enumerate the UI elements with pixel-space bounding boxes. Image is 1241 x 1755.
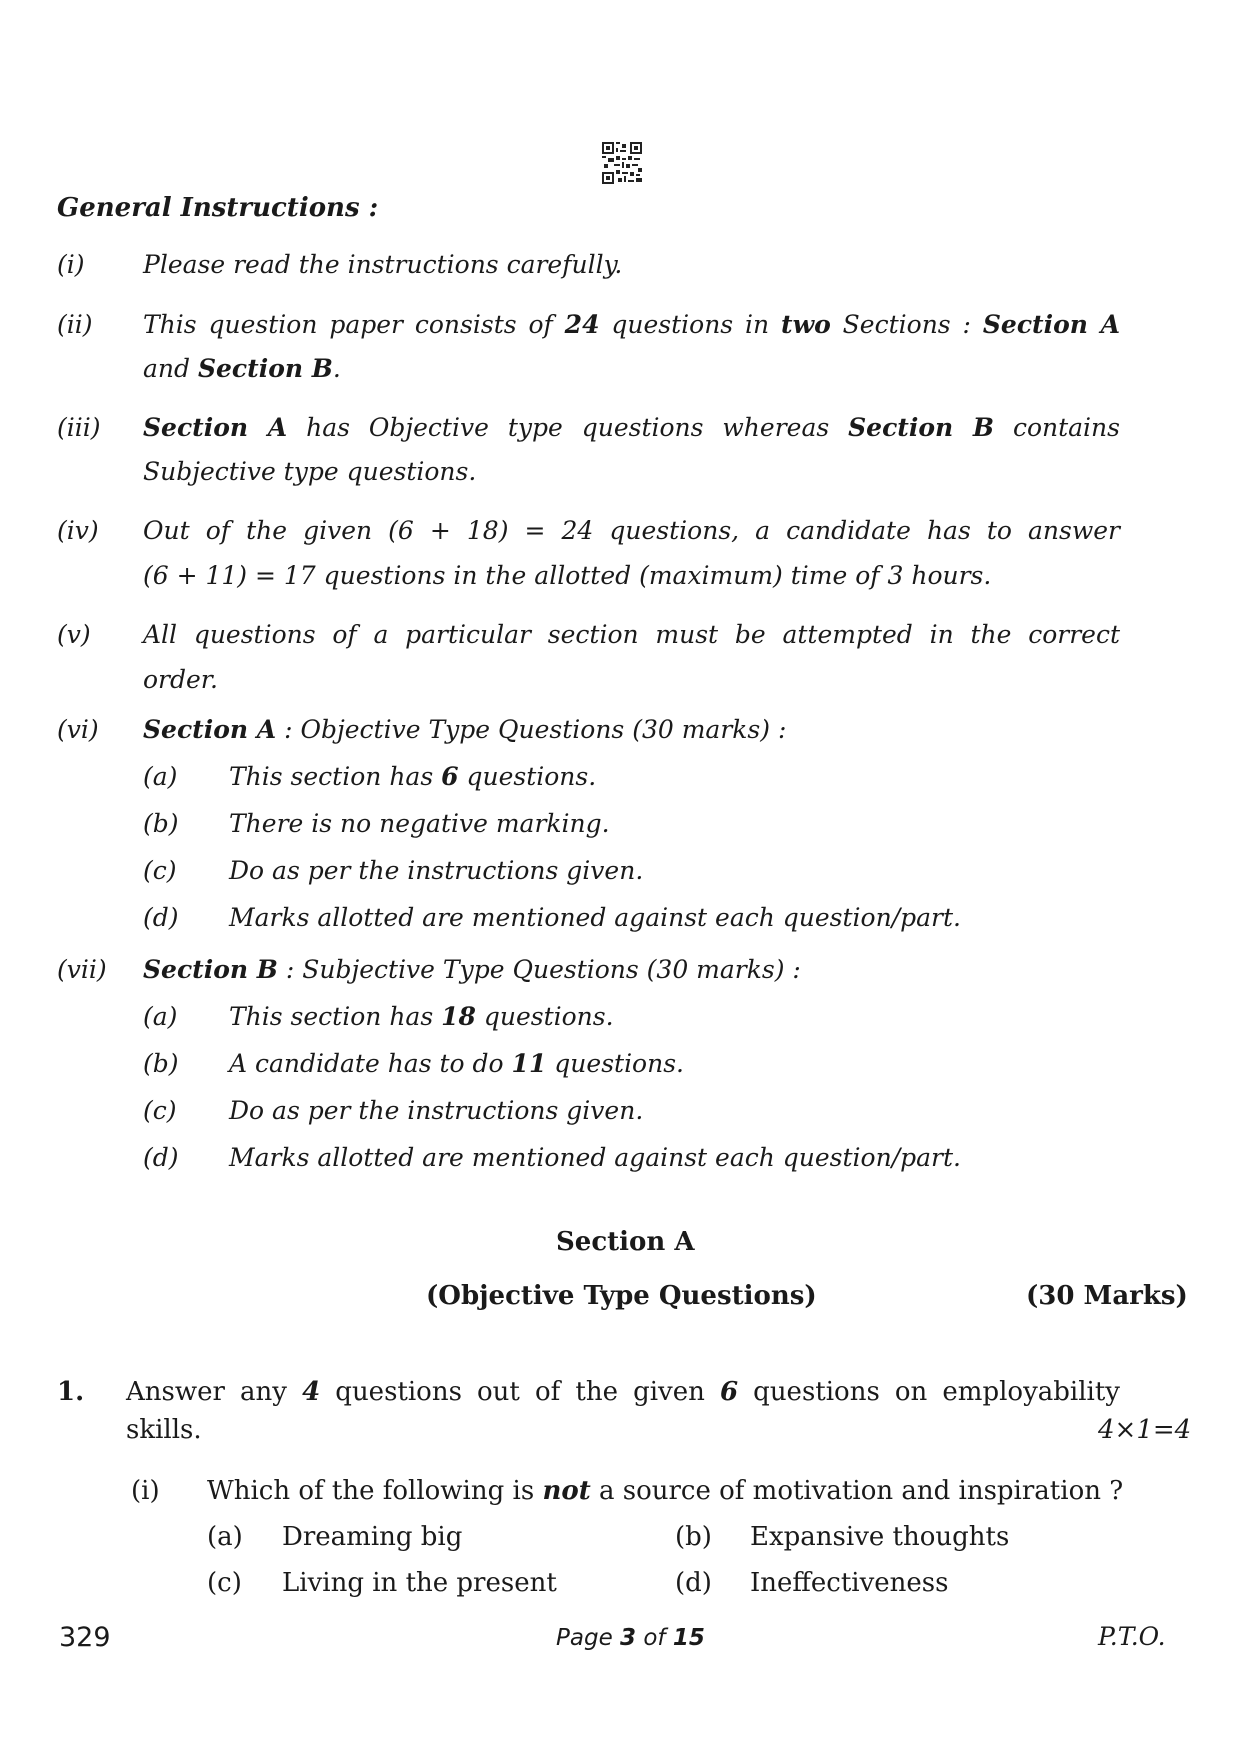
instruction-iv-line-2: (6 + 11) = 17 questions in the allotted (maximum) time of 3 hours. [143, 561, 992, 590]
question-1-marks: 4×1=4 [1098, 1415, 1192, 1445]
option-d-label: (d) [675, 1568, 712, 1598]
question-1-i-number: (i) [131, 1476, 160, 1506]
question-1-text-line-2: skills. [126, 1415, 202, 1445]
section-a-item-a-text: This section has 6 questions. [229, 762, 597, 791]
page-number: Page 3 of 15 [556, 1625, 705, 1651]
section-a-title: Section A [556, 1227, 695, 1257]
section-a-item-c-label: (c) [143, 856, 177, 885]
instruction-iv-line-1: Out of the given (6 + 18) = 24 questions, a candidate has to answer [143, 516, 1120, 545]
option-d-text: Ineffectiveness [750, 1568, 949, 1598]
instruction-iii-line-1: Section A has Objective type questions whereas Section B contains [143, 413, 1120, 442]
instruction-i-text: Please read the instructions carefully. [143, 250, 623, 279]
section-b-item-b-text: A candidate has to do 11 questions. [229, 1049, 684, 1078]
instruction-vii-heading: Section B : Subjective Type Questions (30 marks) : [143, 955, 801, 984]
section-a-item-c-text: Do as per the instructions given. [229, 856, 644, 885]
section-b-item-d-label: (d) [143, 1143, 179, 1172]
instruction-vi-number: (vi) [57, 715, 99, 744]
question-1-text-line-1: Answer any 4 questions out of the given 6 questions on employability [126, 1377, 1120, 1407]
section-a-item-b-label: (b) [143, 809, 179, 838]
paper-code: 329 [59, 1622, 111, 1653]
option-c-text: Living in the present [282, 1568, 557, 1598]
pto-marker: P.T.O. [1098, 1622, 1166, 1651]
section-b-item-c-text: Do as per the instructions given. [229, 1096, 644, 1125]
instruction-v-line-1: All questions of a particular section must be attempted in the correct [143, 620, 1120, 649]
instruction-i-number: (i) [57, 250, 85, 279]
general-instructions-heading: General Instructions : [57, 193, 379, 223]
section-a-subtitle: (Objective Type Questions) [426, 1281, 817, 1311]
section-b-item-a-text: This section has 18 questions. [229, 1002, 614, 1031]
option-a-label: (a) [207, 1522, 243, 1552]
instruction-iv-number: (iv) [57, 516, 99, 545]
option-a-text: Dreaming big [282, 1522, 463, 1552]
instruction-iii-line-2: Subjective type questions. [143, 457, 477, 486]
instruction-vi-heading: Section A : Objective Type Questions (30 marks) : [143, 715, 787, 744]
section-a-item-a-label: (a) [143, 762, 178, 791]
question-1-i-text: Which of the following is not a source of motivation and inspiration ? [207, 1476, 1124, 1506]
option-b-label: (b) [675, 1522, 712, 1552]
option-c-label: (c) [207, 1568, 242, 1598]
instruction-vii-number: (vii) [57, 955, 107, 984]
section-b-item-d-text: Marks allotted are mentioned against each question/part. [229, 1143, 961, 1172]
section-a-item-d-text: Marks allotted are mentioned against each question/part. [229, 903, 961, 932]
instruction-v-line-2: order. [143, 665, 218, 694]
question-1-number: 1. [57, 1377, 85, 1407]
section-b-item-b-label: (b) [143, 1049, 179, 1078]
section-b-item-a-label: (a) [143, 1002, 178, 1031]
section-a-item-d-label: (d) [143, 903, 179, 932]
qr-code-icon [602, 142, 642, 184]
instruction-ii-line-1: This question paper consists of 24 questions in two Sections : Section A [143, 310, 1120, 339]
section-b-item-c-label: (c) [143, 1096, 177, 1125]
instruction-ii-line-2: and Section B. [143, 354, 341, 383]
instruction-iii-number: (iii) [57, 413, 101, 442]
section-a-item-b-text: There is no negative marking. [229, 809, 610, 838]
section-a-marks: (30 Marks) [1026, 1281, 1188, 1311]
instruction-ii-number: (ii) [57, 310, 93, 339]
option-b-text: Expansive thoughts [750, 1522, 1010, 1552]
instruction-v-number: (v) [57, 620, 91, 649]
